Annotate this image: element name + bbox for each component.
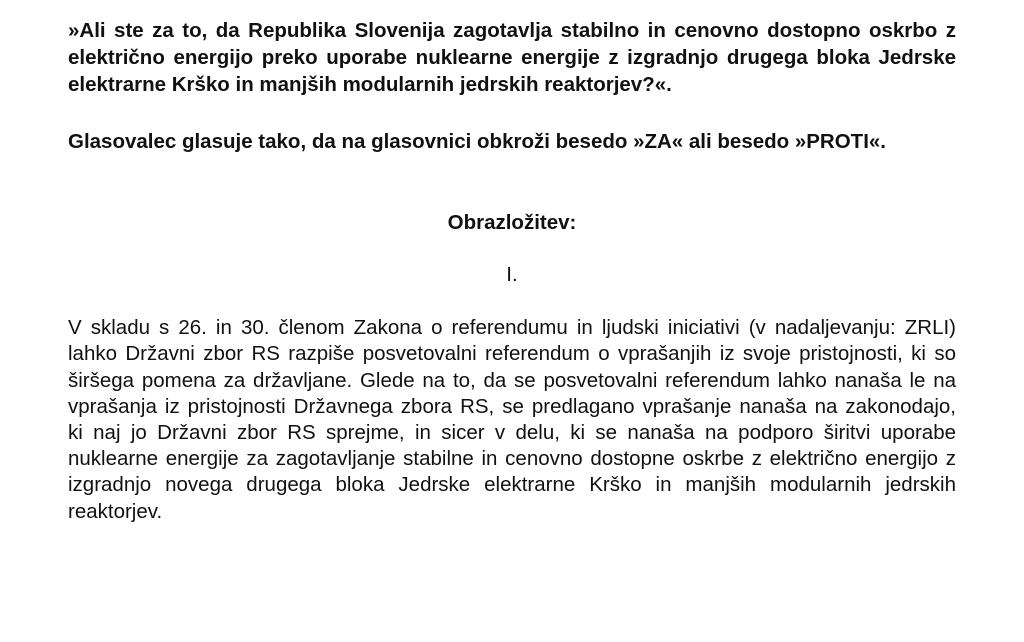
section-number: I. [506,263,518,287]
referendum-question: »Ali ste za to, da Republika Slovenija zagotavlja stabilno in cenovno dostopno oskrbo z električno energijo preko uporabe nuklearne energije z izgradnjo drugega bloka Jedrske elektrarne Krško in manjših modularnih jedrskih reaktorjev?«. [68,19,956,96]
document-page [68,18,956,525]
body-paragraph: V skladu s 26. in 30. členom Zakona o referendumu in ljudski iniciativi (v nadaljevanju: ZRLI) lahko Državni zbor RS razpiše posvetovalni referendum o vprašanjih iz svoje pristojnosti, ki so širšega pomena za državljane. Glede na to, da se posvetovalni referendum lahko nanaša le na vprašanja iz pristojnosti Državnega zbora RS, se predlagano vprašanje nanaša na zakonodajo, ki naj jo Državni zbor RS sprejme, in sicer v delu, ki se nanaša na podporo širitvi uporabe nuklearne energije za zagotavljanje stabilne in cenovno dostopne oskrbe z električno energijo z izgradnjo novega drugega bloka Jedrske elektrarne Krško in manjših modularnih jedrskih reaktorjev. [68,316,956,523]
voting-instruction: Glasovalec glasuje tako, da na glasovnici obkroži besedo »ZA« ali besedo »PROTI«. [68,130,886,154]
section-title: Obrazložitev: [447,211,577,235]
